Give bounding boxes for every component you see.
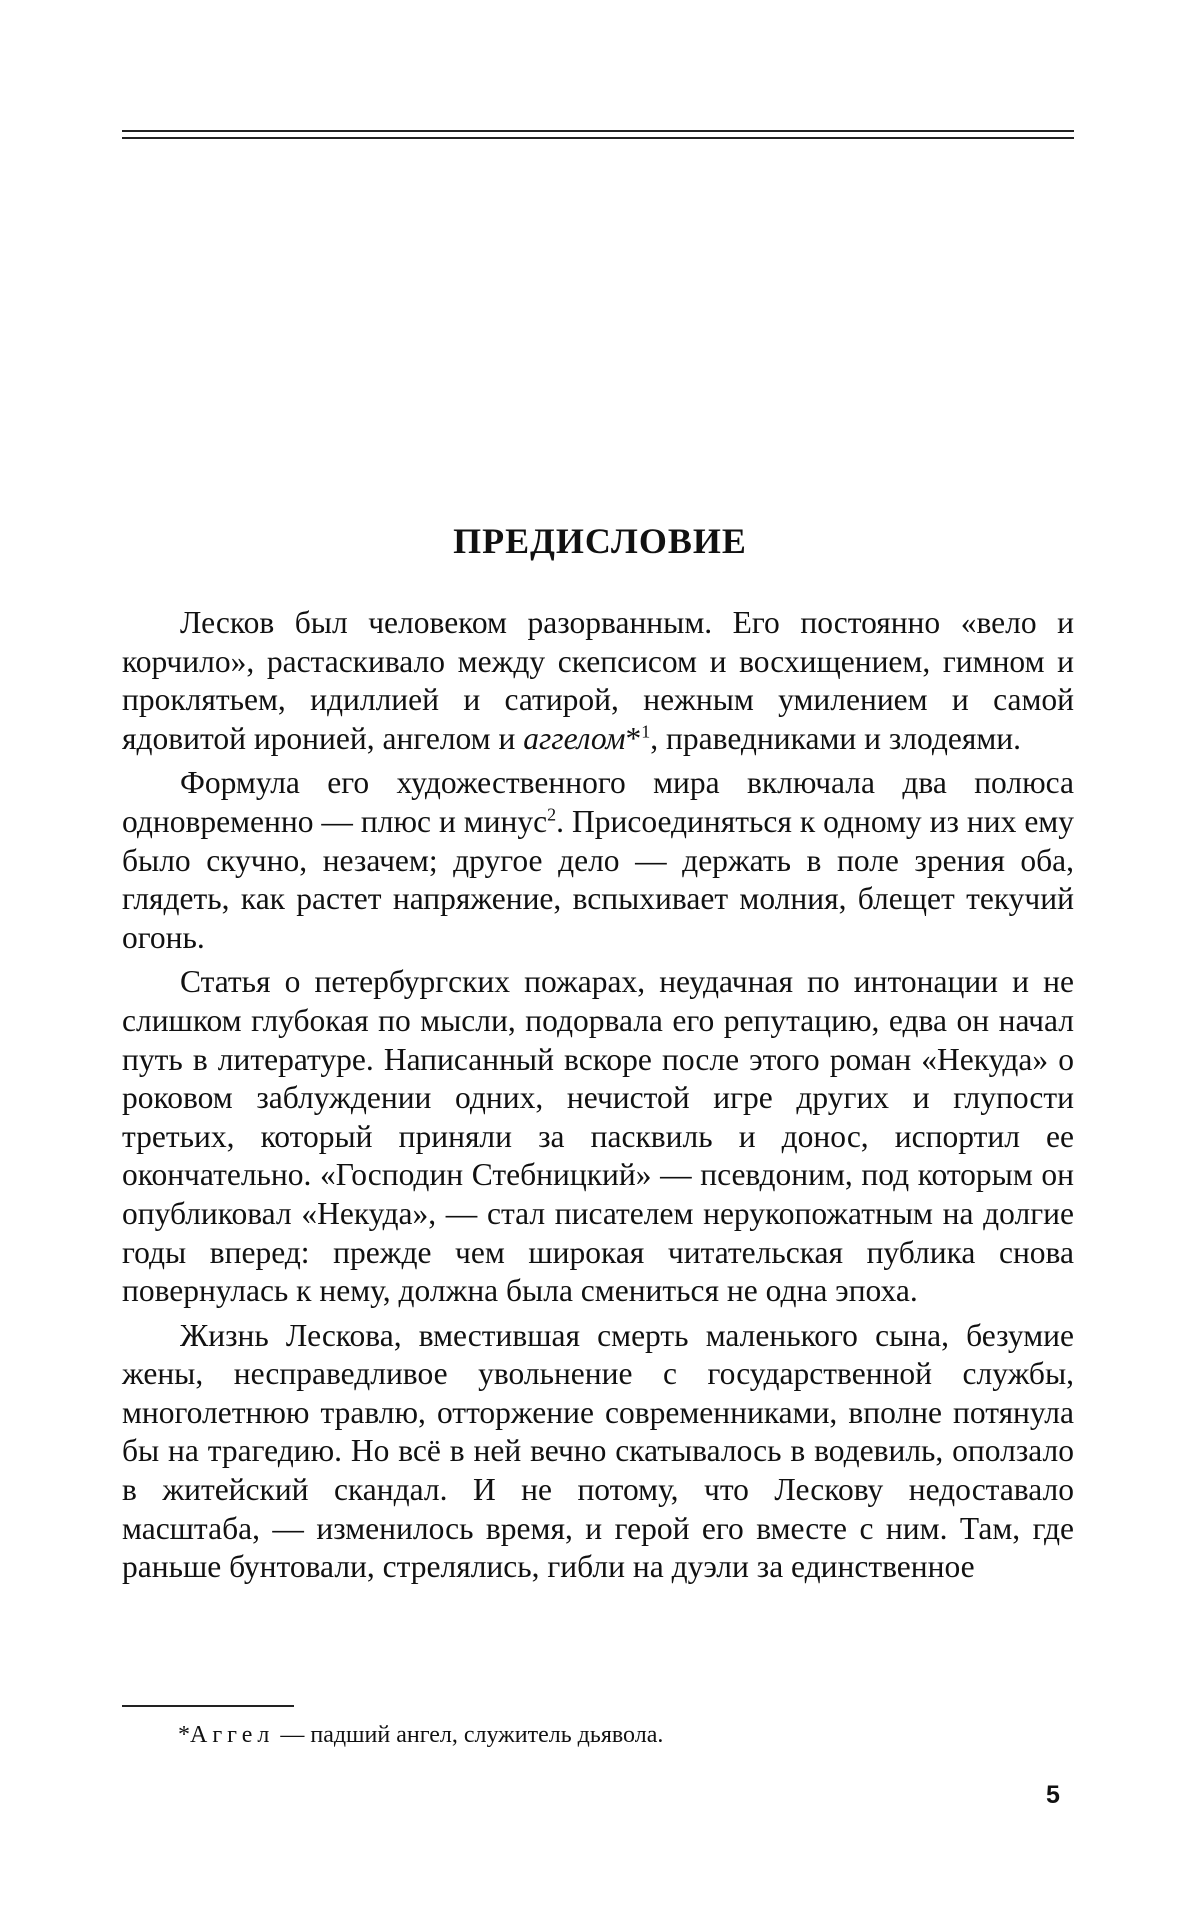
header-rule-bottom-line xyxy=(122,137,1074,139)
paragraph-4 xyxy=(122,1317,1074,1587)
footnote-separator-rule xyxy=(122,1705,294,1707)
endnote-ref-2: 2 xyxy=(547,804,556,824)
header-double-rule xyxy=(122,130,1074,140)
paragraph-1 xyxy=(122,604,1074,758)
paragraph-2-end: . Присоединяться к одному из них ему было скучно, незачем; другое дело — держать в поле зрения оба, глядеть, как растет напряжение, вспыхивает молния, блещет текучий огонь. xyxy=(122,804,1074,955)
endnote-ref-1: 1 xyxy=(641,721,650,741)
body-text xyxy=(122,604,1074,1587)
paragraph-3 xyxy=(122,963,1074,1310)
paragraph-2 xyxy=(122,764,1074,957)
paragraph-3-text: Статья о петербургских пожарах, неудачная по интонации и не слишком глубокая по мысли, подорвала его репутацию, едва он начал путь в литературе. Написанный вскоре после этого роман «Некуда» о роковом заблуждении одних, нечистой игре других и глупости третьих, который приняли за пасквиль и донос, испортил ее окончательно. «Господин Стебницкий» — псевдоним, под которым он опубликовал «Некуда», — стал писателем нерукопожатным на долгие годы вперед: прежде чем широкая читательская публика снова повернулась к нему, должна была смениться не одна эпоха. xyxy=(122,964,1074,1308)
paragraph-1-italic-word: аггелом xyxy=(523,721,625,756)
footnote-term: Аггел xyxy=(190,1722,274,1748)
paragraph-1-end: , праведниками и злодеями. xyxy=(650,721,1021,756)
footnote xyxy=(178,1720,663,1750)
paragraph-4-text: Жизнь Лескова, вместившая смерть маленького сына, безумие жены, несправедливое увольнение с государственной службы, многолетнюю травлю, отторжение современниками, вполне потянула бы на трагедию. Но всё в ней вечно скатывалось в водевиль, оползало в житейский скандал. И не потому, что Лескову недоставало масштаба, — изменилось время, и герой его вместе с ним. Там, где раньше бунтовали, стрелялись, гибли на дуэли за единственное xyxy=(122,1318,1074,1585)
footnote-definition: — падший ангел, служитель дьявола. xyxy=(274,1722,663,1748)
paragraph-1-text: Лесков был человеком разорванным. Его постоянно «вело и корчило», растаскивало между скепсисом и восхищением, гимном и проклятьем, идиллией и сатирой, нежным умилением и самой ядовитой иронией, ангелом и xyxy=(122,605,1074,756)
paragraph-2-text: Формула его художественного мира включала два полюса одновременно — плюс и минус xyxy=(122,765,1074,839)
chapter-title: ПРЕДИСЛОВИЕ xyxy=(0,520,1200,562)
footnote-mark: * xyxy=(178,1722,190,1748)
page-number: 5 xyxy=(1046,1781,1060,1810)
footnote-asterisk-mark: * xyxy=(626,721,642,756)
header-rule-top-line xyxy=(122,130,1074,132)
